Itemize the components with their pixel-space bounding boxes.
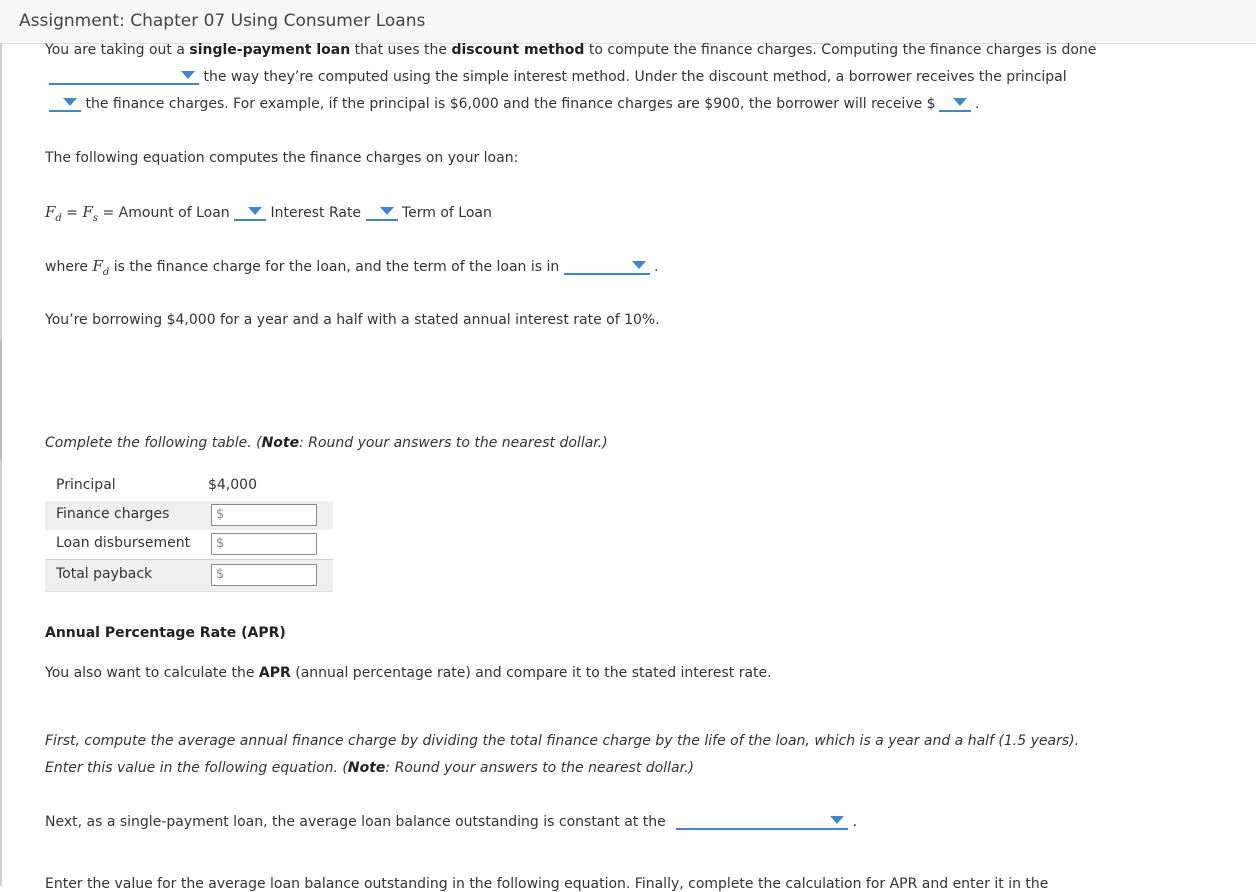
intro-line-3: the finance charges. For example, if the principal is $6,000 and the finance charges are $900, the borrower will receive $ . bbox=[49, 94, 980, 114]
operator-dropdown-2[interactable] bbox=[366, 203, 398, 221]
total-payback-input[interactable]: $ bbox=[211, 564, 317, 586]
table-row-principal bbox=[45, 472, 333, 501]
intro-line-2: the way they’re computed using the simple interest method. Under the discount method, a borrower receives the principal bbox=[49, 67, 1067, 87]
average-balance-dropdown[interactable] bbox=[676, 812, 848, 830]
average-balance-line: Next, as a single-payment loan, the average loan balance outstanding is constant at the . bbox=[45, 814, 858, 830]
chevron-down-icon bbox=[380, 207, 394, 215]
table-row-loan-disbursement bbox=[45, 530, 333, 559]
loan-scenario: You’re borrowing $4,000 for a year and a half with a stated annual interest rate of 10%. bbox=[45, 312, 660, 328]
average-charge-instruction-1: First, compute the average annual finance charge by dividing the total finance charge by the life of the loan, which is a year and a half (1.5 years). bbox=[45, 733, 1080, 749]
chevron-down-icon bbox=[63, 98, 77, 106]
loan-table bbox=[45, 472, 333, 592]
intro-line-1: You are taking out a single-payment loan that uses the discount method to compute the finance charges. Computing the finance charges is done bbox=[45, 42, 1097, 58]
apr-heading: Annual Percentage Rate (APR) bbox=[45, 625, 286, 641]
apr-equation-instruction: Enter the value for the average loan balance outstanding in the following equation. Finally, complete the calculation for APR and enter it in the bbox=[45, 876, 1049, 892]
table-instruction: Complete the following table. (Note: Round your answers to the nearest dollar.) bbox=[45, 435, 608, 451]
principal-modifier-dropdown[interactable] bbox=[49, 94, 81, 112]
average-charge-instruction-2: Enter this value in the following equation. (Note: Round your answers to the nearest dollar.) bbox=[45, 760, 694, 776]
comparison-dropdown[interactable] bbox=[49, 67, 199, 85]
borrower-receives-dropdown[interactable] bbox=[939, 94, 971, 112]
table-row-finance-charges bbox=[45, 501, 333, 530]
operator-dropdown-1[interactable] bbox=[234, 203, 266, 221]
apr-intro: You also want to calculate the APR (annual percentage rate) and compare it to the stated interest rate. bbox=[45, 665, 772, 681]
finance-charges-label: Finance charges bbox=[56, 506, 170, 522]
loan-disbursement-input[interactable]: $ bbox=[211, 533, 317, 555]
loan-disbursement-label: Loan disbursement bbox=[56, 535, 191, 551]
chevron-down-icon bbox=[248, 207, 262, 215]
term-units-dropdown[interactable] bbox=[564, 257, 650, 275]
principal-label: Principal bbox=[56, 477, 116, 493]
principal-value: $4,000 bbox=[208, 477, 257, 493]
equation-intro: The following equation computes the finance charges on your loan: bbox=[45, 150, 519, 166]
total-payback-label: Total payback bbox=[56, 566, 153, 582]
finance-charges-input[interactable]: $ bbox=[211, 504, 317, 526]
chevron-down-icon bbox=[181, 71, 195, 79]
assignment-title: Assignment: Chapter 07 Using Consumer Loans bbox=[19, 11, 426, 31]
finance-charge-equation: $F_d = F_s$ = Amount of Loan Interest Rate Term of Loan bbox=[45, 203, 492, 224]
table-row-total-payback bbox=[45, 559, 333, 592]
chevron-down-icon bbox=[632, 261, 646, 269]
chevron-down-icon bbox=[953, 98, 967, 106]
chevron-down-icon bbox=[830, 816, 844, 824]
term-units-line: where $F_d$ is the finance charge for the loan, and the term of the loan is in . bbox=[45, 257, 659, 278]
